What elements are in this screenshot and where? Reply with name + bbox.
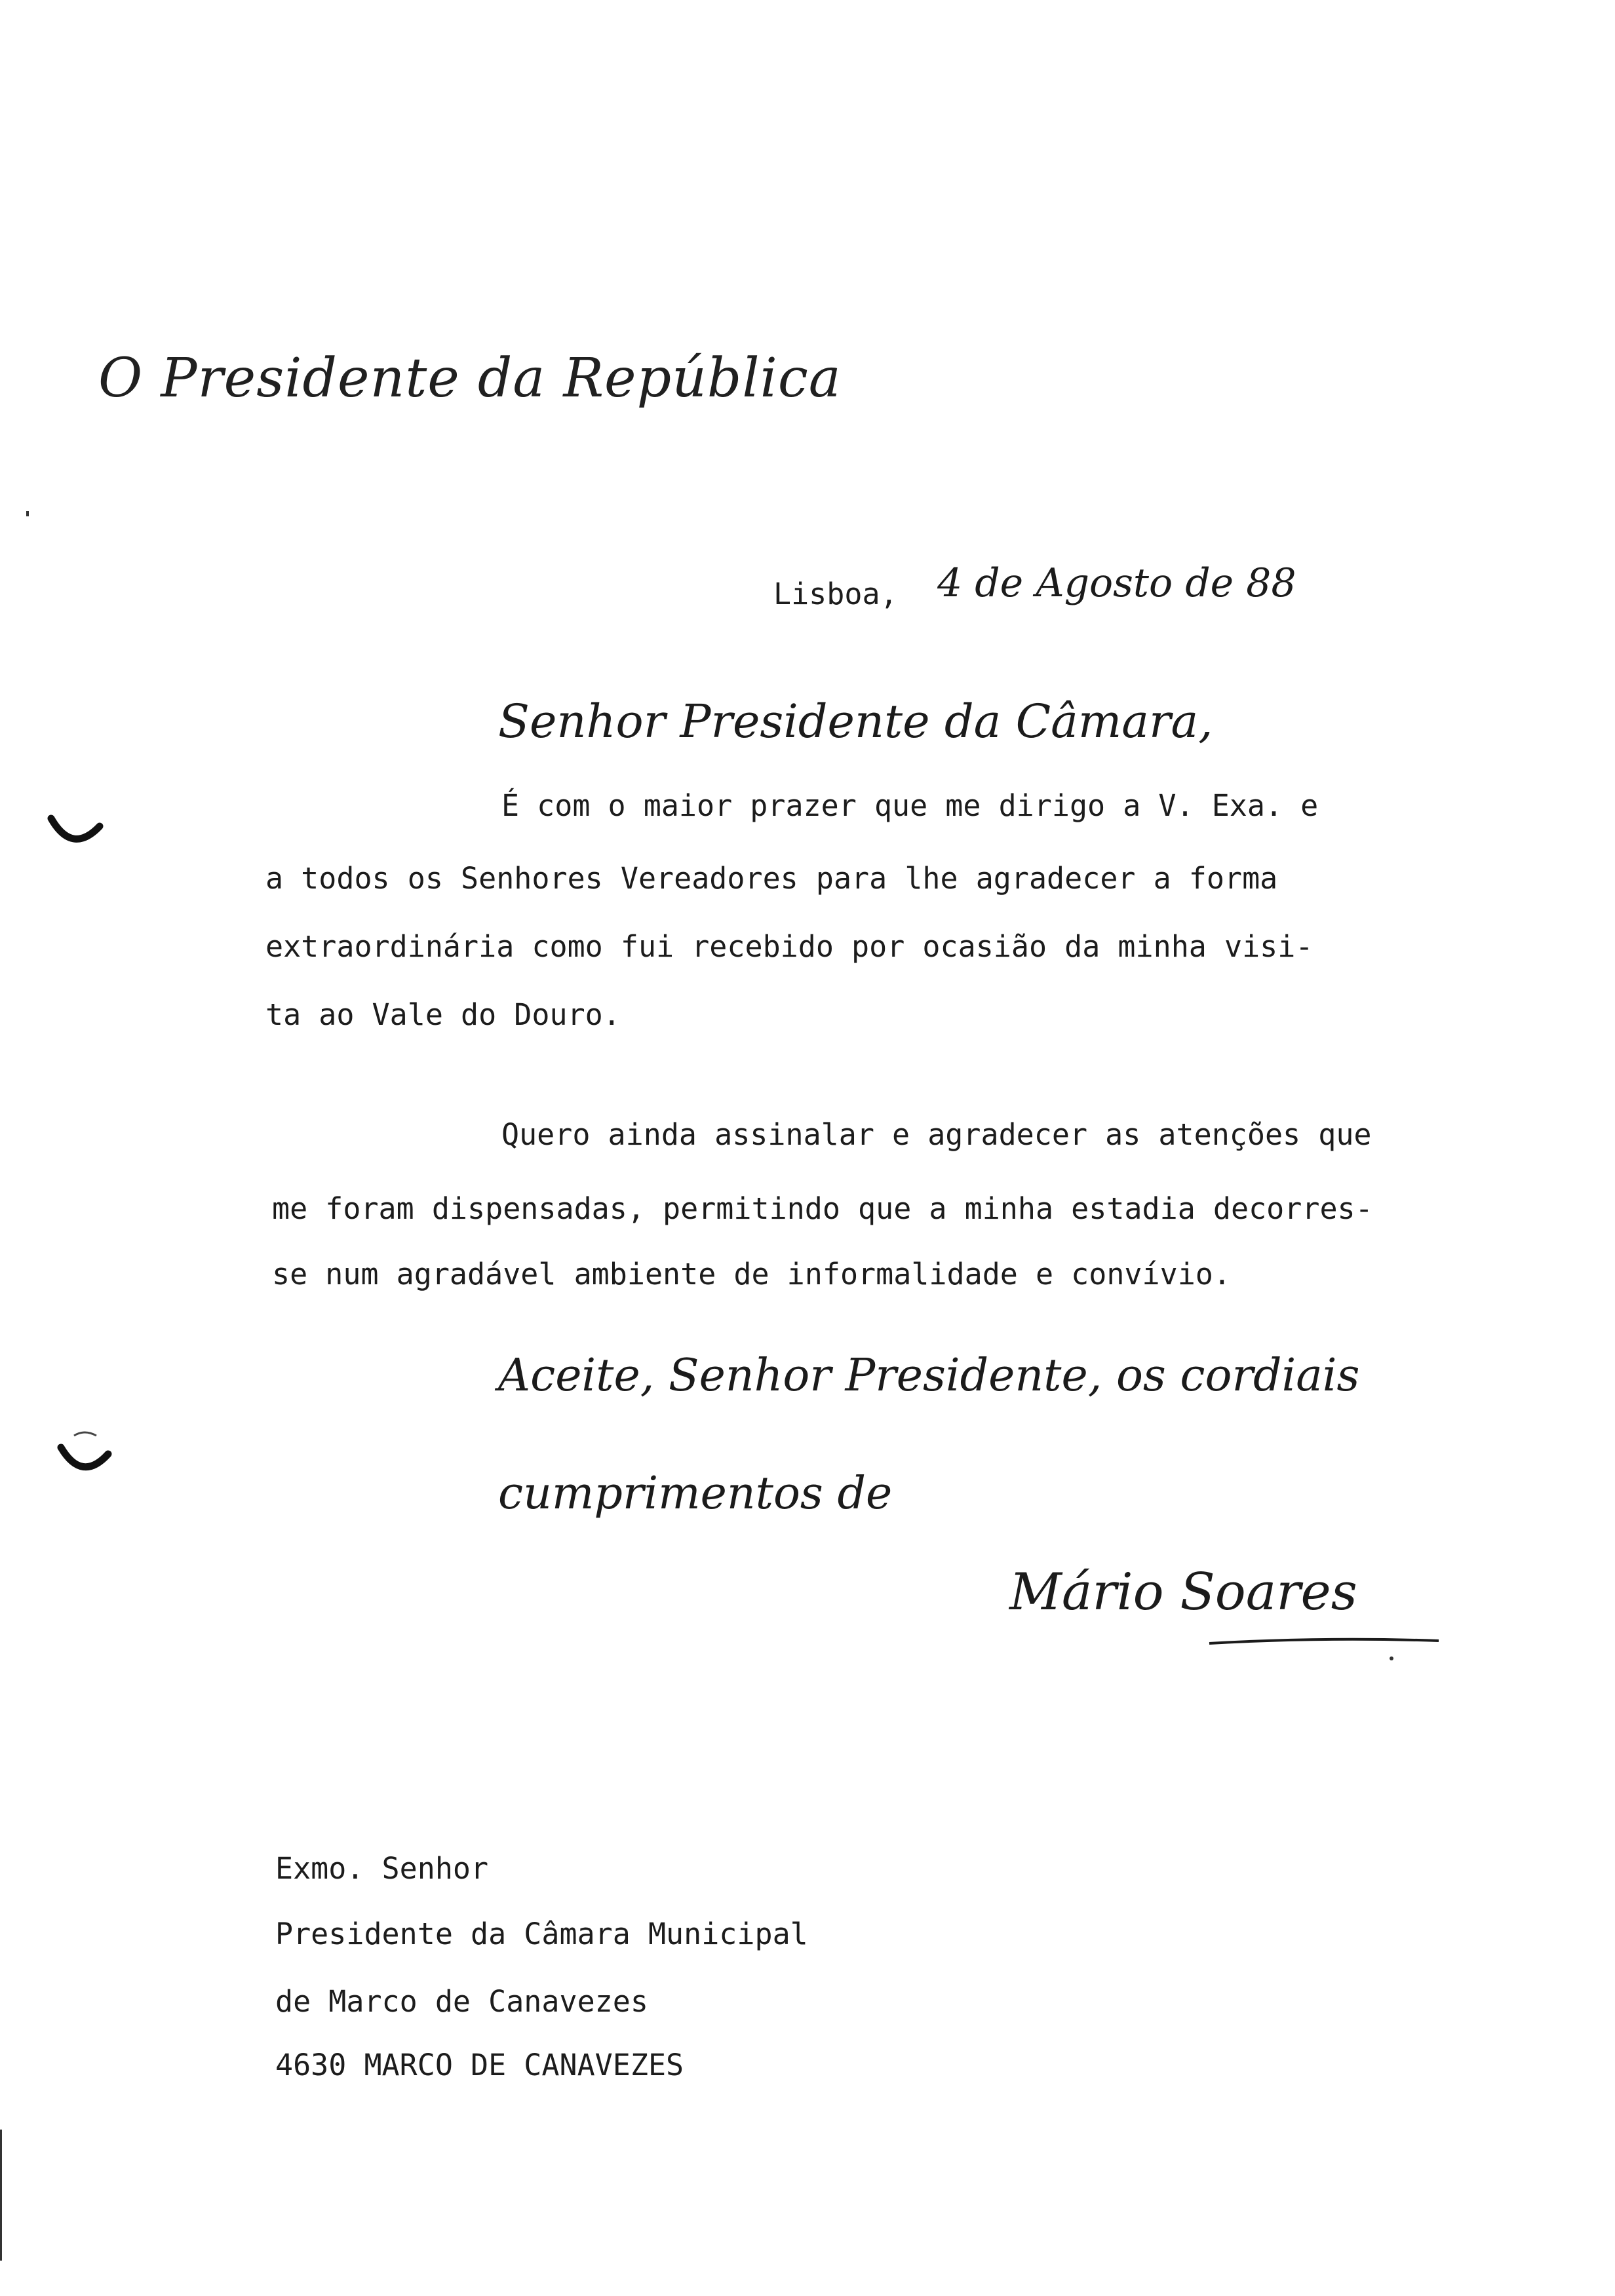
address-line2: Presidente da Câmara Municipal <box>275 1917 808 1951</box>
salutation: Senhor Presidente da Câmara, <box>498 695 1213 748</box>
paragraph1-line2: a todos os Senhores Vereadores para lhe agradecer a forma <box>265 861 1278 896</box>
paragraph2-line3: se num agradável ambiente de informalidade e convívio. <box>272 1257 1231 1292</box>
punch-hole-mark-bottom <box>56 1425 115 1478</box>
date-place: Lisboa, <box>773 577 898 611</box>
address-line3: de Marco de Canavezes <box>275 1984 648 2019</box>
address-line1: Exmo. Senhor <box>275 1851 489 1886</box>
closing-line1: Aceite, Senhor Presidente, os cordiais <box>498 1350 1360 1402</box>
paragraph2-line1: Quero ainda assinalar e agradecer as atenções que <box>501 1117 1372 1152</box>
address-line4: 4630 MARCO DE CANAVEZES <box>275 2048 684 2082</box>
paragraph1-line3: extraordinária como fui recebido por ocasião da minha visi- <box>265 929 1313 964</box>
closing-line2: cumprimentos de <box>498 1468 893 1520</box>
scan-edge-line <box>0 2130 2 2261</box>
punch-hole-mark-top <box>46 809 105 855</box>
signature-underline <box>1206 1632 1442 1651</box>
paragraph2-line2: me foram dispensadas, permitindo que a minha estadia decorres- <box>272 1191 1373 1226</box>
scan-dot <box>26 511 29 516</box>
letterhead: O Presidente da República <box>98 347 842 410</box>
signature: Mário Soares <box>1009 1563 1357 1622</box>
paragraph1-line1: É com o maior prazer que me dirigo a V. Exa. e <box>501 788 1319 823</box>
paragraph1-line4: ta ao Vale do Douro. <box>265 997 621 1032</box>
handwritten-date: 4 de Agosto de 88 <box>937 560 1296 606</box>
scan-dot <box>1390 1656 1393 1660</box>
